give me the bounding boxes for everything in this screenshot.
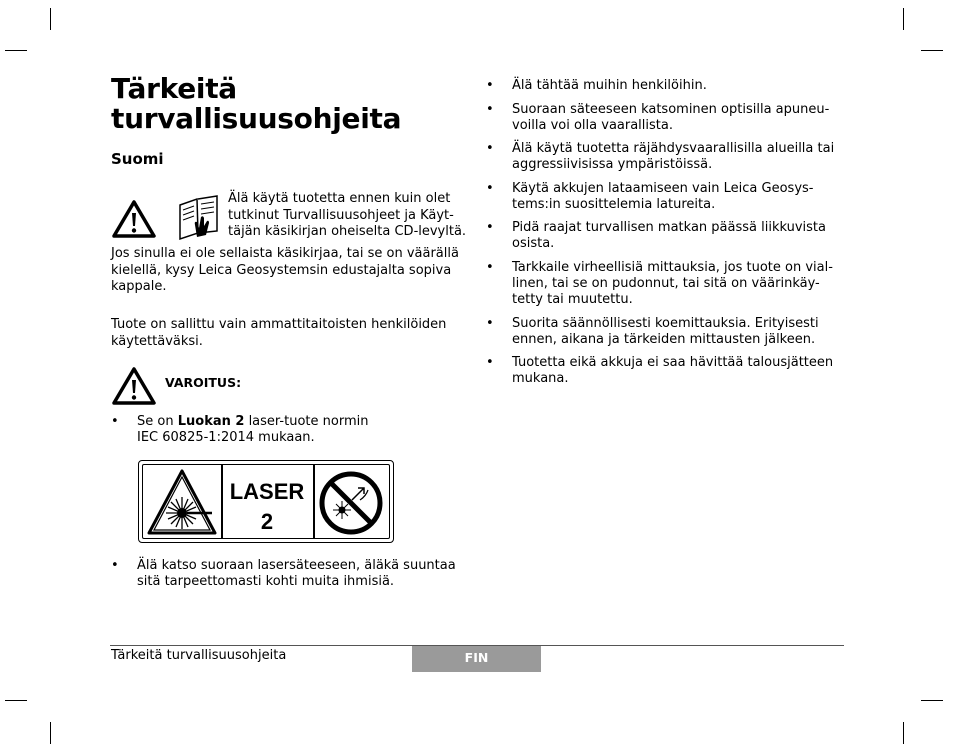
laser-text-line: LASER bbox=[229, 479, 305, 504]
label-divider bbox=[313, 465, 315, 538]
list-item bbox=[111, 558, 471, 592]
bullet-text-line: linen, tai se on pudonnut, tai sitä on väärinkäy- bbox=[512, 276, 820, 291]
bullet-text bbox=[512, 141, 834, 173]
bullet-dot: • bbox=[111, 414, 119, 429]
bullet-text bbox=[512, 316, 819, 348]
bullet-text-part: sitä tarpeettomasti kohti muita ihmisiä. bbox=[137, 574, 395, 589]
bullet-text-line: Suoraan säteeseen katsominen optisilla apuneu- bbox=[512, 102, 830, 117]
right-bullet-list bbox=[486, 0, 846, 400]
footer-section-title: Tärkeitä turvallisuusohjeita bbox=[111, 648, 287, 663]
bullet-text-line: mukana. bbox=[512, 371, 569, 386]
bullet-text-line: Tarkkaile virheellisiä mittauksia, jos tuote on vial- bbox=[512, 260, 833, 275]
title-line-2: turvallisuusohjeita bbox=[111, 102, 402, 135]
bullet-text-part: laser-tuote normin bbox=[244, 414, 369, 429]
intro-line: Jos sinulla ei ole sellaista käsikirjaa, tai se on väärällä bbox=[111, 246, 459, 261]
paragraph-line: Tuote on sallittu vain ammattitaitoisten henkilöiden bbox=[111, 317, 447, 332]
laser-text-line: 2 bbox=[260, 509, 274, 534]
bullet-text bbox=[137, 558, 456, 590]
intro-line: täjän käsikirjan oheiselta CD-levyltä. bbox=[228, 224, 467, 239]
bullet-dot: • bbox=[111, 558, 119, 573]
list-item bbox=[486, 181, 846, 213]
intro-line: tutkinut Turvallisuusohjeet ja Käyt- bbox=[228, 207, 454, 223]
bullet-text bbox=[137, 414, 368, 446]
crop-mark bbox=[903, 8, 904, 30]
list-item bbox=[486, 141, 846, 173]
paragraph-line: käytettäväksi. bbox=[111, 333, 203, 349]
list-item bbox=[486, 220, 846, 252]
list-item bbox=[111, 414, 411, 448]
bullet-text-line: Pidä raajat turvallisen matkan päässä liikkuvista bbox=[512, 220, 826, 235]
warning-label: VAROITUS: bbox=[165, 375, 242, 390]
bullet-dot: • bbox=[486, 220, 494, 235]
page-title bbox=[111, 74, 401, 134]
bullet-text-line: Älä käytä tuotetta räjähdysvaarallisilla alueilla tai bbox=[512, 141, 835, 156]
title-line-1: Tärkeitä bbox=[111, 72, 237, 105]
bullet-text-line: Käytä akkujen lataamiseen vain Leica Geosys- bbox=[512, 181, 814, 196]
intro-line: Älä käytä tuotetta ennen kuin olet bbox=[228, 191, 451, 206]
laser-class-label bbox=[138, 460, 394, 543]
intro-line: kappale. bbox=[111, 279, 167, 294]
bullet-text bbox=[512, 355, 833, 387]
list-item bbox=[486, 78, 846, 94]
bullet-dot: • bbox=[486, 141, 494, 156]
language-tab: FIN bbox=[412, 646, 541, 672]
crop-mark bbox=[5, 700, 27, 701]
bullet-text-line: voilla voi olla vaarallista. bbox=[512, 118, 673, 133]
bullet-text-line: ennen, aikana ja tärkeiden mittausten jälkeen. bbox=[512, 332, 816, 347]
bullet-text bbox=[512, 102, 829, 134]
bullet-dot: • bbox=[486, 316, 494, 331]
bullet-text-part: IEC 60825-1:2014 mukaan. bbox=[137, 430, 315, 445]
bullet-dot: • bbox=[486, 181, 494, 196]
bullet-text-line: aggressiivisissa ympäristöissä. bbox=[512, 157, 713, 172]
laser-class-emphasis: Luokan 2 bbox=[177, 414, 245, 429]
bullet-text-line: Älä tähtää muihin henkilöihin. bbox=[512, 78, 707, 93]
list-item bbox=[486, 316, 846, 348]
read-manual-icon bbox=[177, 195, 221, 241]
bullet-dot: • bbox=[486, 78, 494, 93]
crop-mark bbox=[50, 722, 51, 744]
intro-line: kielellä, kysy Leica Geosystemsin edustajalta sopiva bbox=[111, 262, 452, 278]
list-item bbox=[486, 260, 846, 308]
no-stare-into-beam-icon bbox=[318, 470, 384, 536]
warning-triangle-icon bbox=[111, 366, 157, 406]
bullet-text-line: Suorita säännöllisesti koemittauksia. Erityisesti bbox=[512, 316, 819, 331]
bullet-text-line: osista. bbox=[512, 236, 555, 251]
intro-text-full bbox=[111, 246, 459, 296]
list-item bbox=[486, 102, 846, 134]
crop-mark bbox=[903, 722, 904, 744]
crop-mark bbox=[921, 700, 943, 701]
bullet-text bbox=[512, 181, 814, 213]
bullet-text-part: Se on bbox=[137, 414, 178, 429]
professional-use-paragraph bbox=[111, 317, 446, 350]
bullet-text-line: tetty tai muutettu. bbox=[512, 292, 633, 307]
laser-class-text bbox=[221, 477, 313, 537]
bullet-dot: • bbox=[486, 260, 494, 275]
intro-text-right bbox=[228, 191, 466, 241]
list-item bbox=[486, 355, 846, 387]
bullet-text-line: tems:in suosittelemia latureita. bbox=[512, 197, 716, 212]
bullet-text bbox=[512, 78, 707, 94]
bullet-text-line: Tuotetta eikä akkuja ei saa hävittää talousjätteen bbox=[512, 355, 834, 370]
bullet-text-part: Älä katso suoraan lasersäteeseen, äläkä suuntaa bbox=[137, 558, 456, 573]
language-heading: Suomi bbox=[111, 150, 164, 168]
laser-label-frame bbox=[142, 464, 390, 539]
bullet-text bbox=[512, 260, 833, 308]
bullet-dot: • bbox=[486, 355, 494, 370]
crop-mark bbox=[50, 8, 51, 30]
crop-mark bbox=[921, 50, 943, 51]
bullet-dot: • bbox=[486, 102, 494, 117]
warning-triangle-icon bbox=[111, 199, 157, 239]
crop-mark bbox=[5, 50, 27, 51]
laser-radiation-icon bbox=[146, 467, 218, 537]
bullet-text bbox=[512, 220, 826, 252]
